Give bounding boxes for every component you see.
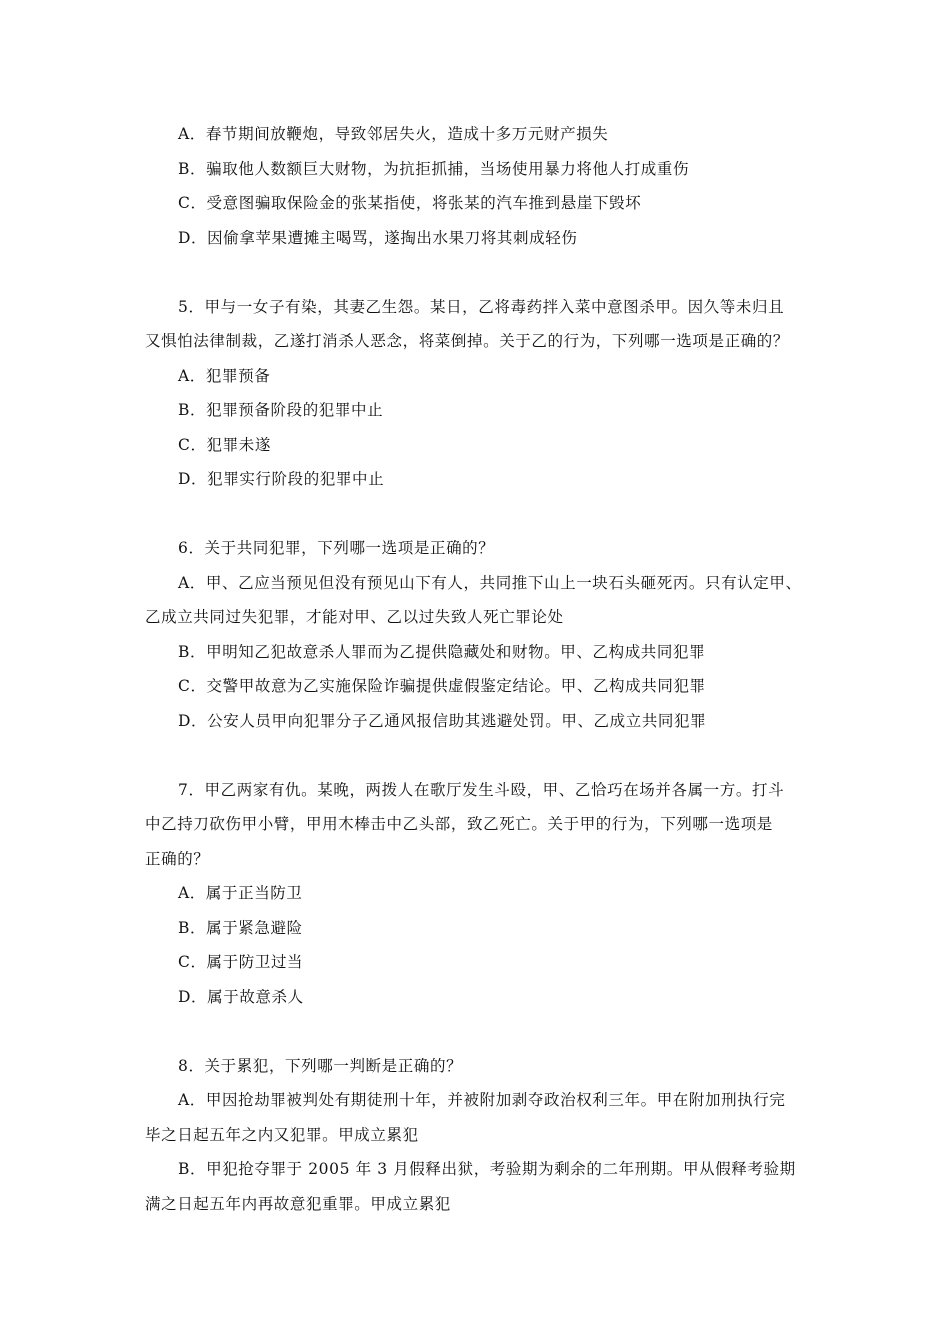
q7-option-c: C．属于防卫过当 [178, 953, 304, 971]
q5-option-a: A．犯罪预备 [178, 366, 271, 385]
question-6 [145, 531, 825, 738]
q6-option-a-line-2: 乙成立共同过失犯罪，才能对甲、乙以过失致人死亡罪论处 [145, 608, 564, 626]
spacer [145, 255, 825, 290]
q6-option-b: B．甲明知乙犯故意杀人罪而为乙提供隐藏处和财物。甲、乙构成共同犯罪 [178, 642, 706, 661]
q4-option-a: A．春节期间放鞭炮，导致邻居失火，造成十多万元财产损失 [178, 125, 609, 143]
q5-stem-line-1: 5．甲与一女子有染，其妻乙生怨。某日，乙将毒药拌入菜中意图杀甲。因久等未归且 [178, 297, 785, 316]
q8-stem: 8．关于累犯，下列哪一判断是正确的？ [178, 1056, 463, 1075]
q7-stem-line-3: 正确的？ [145, 849, 210, 868]
q4-option-b: B．骗取他人数额巨大财物，为抗拒抓捕，当场使用暴力将他人打成重伤 [178, 159, 690, 178]
question-4-options [145, 117, 825, 255]
q6-stem: 6．关于共同犯罪，下列哪一选项是正确的？ [178, 539, 495, 557]
q7-stem-line-1: 7．甲乙两家有仇。某晚，两拨人在歌厅发生斗殴，甲、乙恰巧在场并各属一方。打斗 [178, 780, 785, 799]
q8-option-b-line-1: B．甲犯抢夺罪于 2005 年 3 月假释出狱，考验期为剩余的二年刑期。甲从假释考验期 [178, 1160, 796, 1178]
spacer [145, 1014, 825, 1049]
q7-option-d: D．属于故意杀人 [178, 987, 304, 1006]
exam-page [145, 117, 825, 1221]
q5-option-b: B．犯罪预备阶段的犯罪中止 [178, 401, 384, 419]
q7-option-a: A．属于正当防卫 [178, 884, 303, 902]
q4-option-c: C．受意图骗取保险金的张某指使，将张某的汽车推到悬崖下毁坏 [178, 194, 642, 212]
q7-stem-line-2: 中乙持刀砍伤甲小臂，甲用木棒击中乙头部，致乙死亡。关于甲的行为，下列哪一选项是 [145, 815, 773, 833]
question-5 [145, 290, 825, 497]
q6-option-c: C．交警甲故意为乙实施保险诈骗提供虚假鉴定结论。甲、乙构成共同犯罪 [178, 677, 706, 695]
q5-stem-line-2: 又惧怕法律制裁，乙遂打消杀人恶念，将菜倒掉。关于乙的行为，下列哪一选项是正确的？ [145, 332, 790, 350]
q8-option-a-line-2: 毕之日起五年之内又犯罪。甲成立累犯 [145, 1125, 419, 1144]
q4-option-d: D．因偷拿苹果遭摊主喝骂，遂掏出水果刀将其刺成轻伤 [178, 228, 578, 247]
spacer [145, 497, 825, 532]
q6-option-a-line-1: A．甲、乙应当预见但没有预见山下有人，共同推下山上一块石头砸死丙。只有认定甲、 [178, 573, 802, 592]
q5-option-d: D．犯罪实行阶段的犯罪中止 [178, 470, 385, 488]
question-7 [145, 773, 825, 1015]
q6-option-d: D．公安人员甲向犯罪分子乙通风报信助其逃避处罚。甲、乙成立共同犯罪 [178, 711, 707, 730]
q8-option-b-line-2: 满之日起五年内再故意犯重罪。甲成立累犯 [145, 1194, 451, 1213]
q8-option-a-line-1: A．甲因抢劫罪被判处有期徒刑十年，并被附加剥夺政治权利三年。甲在附加刑执行完 [178, 1091, 786, 1109]
spacer [145, 738, 825, 773]
q5-option-c: C．犯罪未遂 [178, 435, 271, 454]
question-8 [145, 1049, 825, 1222]
q7-option-b: B．属于紧急避险 [178, 918, 303, 937]
